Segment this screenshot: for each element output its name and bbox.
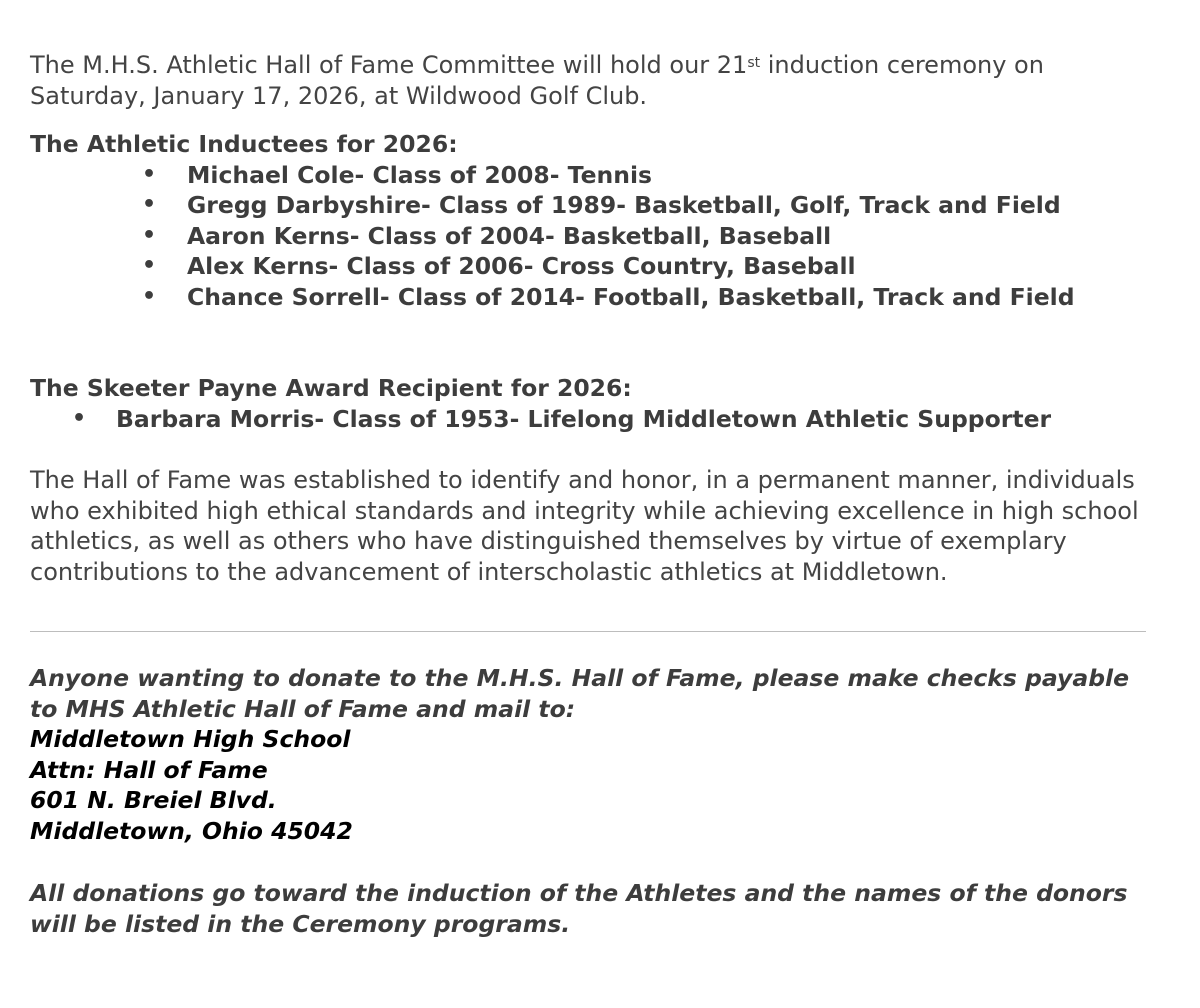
intro-paragraph: [30, 50, 1160, 111]
award-list: [30, 404, 1160, 435]
list-item: [30, 282, 1160, 313]
mailing-address: [30, 724, 1160, 846]
award-recipient: Barbara Morris- Class of 1953- Lifelong Middletown Athletic Supporter: [116, 404, 1052, 433]
inductee-name: Michael Cole- Class of 2008- Tennis: [187, 160, 653, 189]
inductee-name: Chance Sorrell- Class of 2014- Football, Basketball, Track and Field: [187, 282, 1075, 311]
intro-text-end: induction ceremony on Saturday, January 17, 2026, at Wildwood Golf Club.: [30, 51, 1044, 110]
list-item: [30, 221, 1160, 252]
inductees-heading: The Athletic Inductees for 2026:: [30, 130, 458, 158]
bullet-icon: •: [142, 253, 157, 278]
list-item: [30, 190, 1160, 221]
inductee-name: Alex Kerns- Class of 2006- Cross Country, Baseball: [187, 252, 856, 280]
bullet-icon: •: [142, 222, 157, 248]
bullet-icon: •: [142, 192, 157, 217]
bullet-icon: •: [142, 161, 157, 187]
inductees-list: [30, 160, 1160, 313]
address-line: Attn: Hall of Fame: [30, 755, 268, 784]
inductee-name: Gregg Darbyshire- Class of 1989- Basketball, Golf, Track and Field: [187, 191, 1061, 219]
list-item: [30, 160, 1160, 191]
inductee-name: Aaron Kerns- Class of 2004- Basketball, Baseball: [187, 221, 832, 250]
address-line: 601 N. Breiel Blvd.: [30, 786, 277, 814]
list-item: [30, 251, 1160, 282]
list-item: [30, 404, 1160, 435]
address-line: Middletown High School: [30, 725, 351, 753]
award-heading: The Skeeter Payne Award Recipient for 2026:: [30, 374, 632, 402]
divider: [30, 631, 1146, 632]
donation-instructions: Anyone wanting to donate to the M.H.S. Hall of Fame, please make checks payable to MHS Athletic Hall of Fame and mail to:: [30, 664, 1130, 723]
bullet-icon: •: [142, 283, 157, 309]
address-line: Middletown, Ohio 45042: [30, 816, 353, 845]
announcement-document: [30, 50, 1160, 939]
intro-text-start: The M.H.S. Athletic Hall of Fame Committee will hold our 21: [30, 51, 748, 79]
bullet-icon: •: [72, 405, 87, 431]
about-paragraph: The Hall of Fame was established to identify and honor, in a permanent manner, individuals who exhibited high ethical standards and integrity while achieving excellence in high school athletics, as well as others who have distinguished themselves by virtue of exemplary contributions to the advancement of interscholastic athletics at Middletown.: [30, 466, 1139, 586]
ordinal-suffix: st: [747, 55, 761, 71]
donation-note: All donations go toward the induction of the Athletes and the names of the donors will be listed in the Ceremony programs.: [30, 879, 1128, 938]
